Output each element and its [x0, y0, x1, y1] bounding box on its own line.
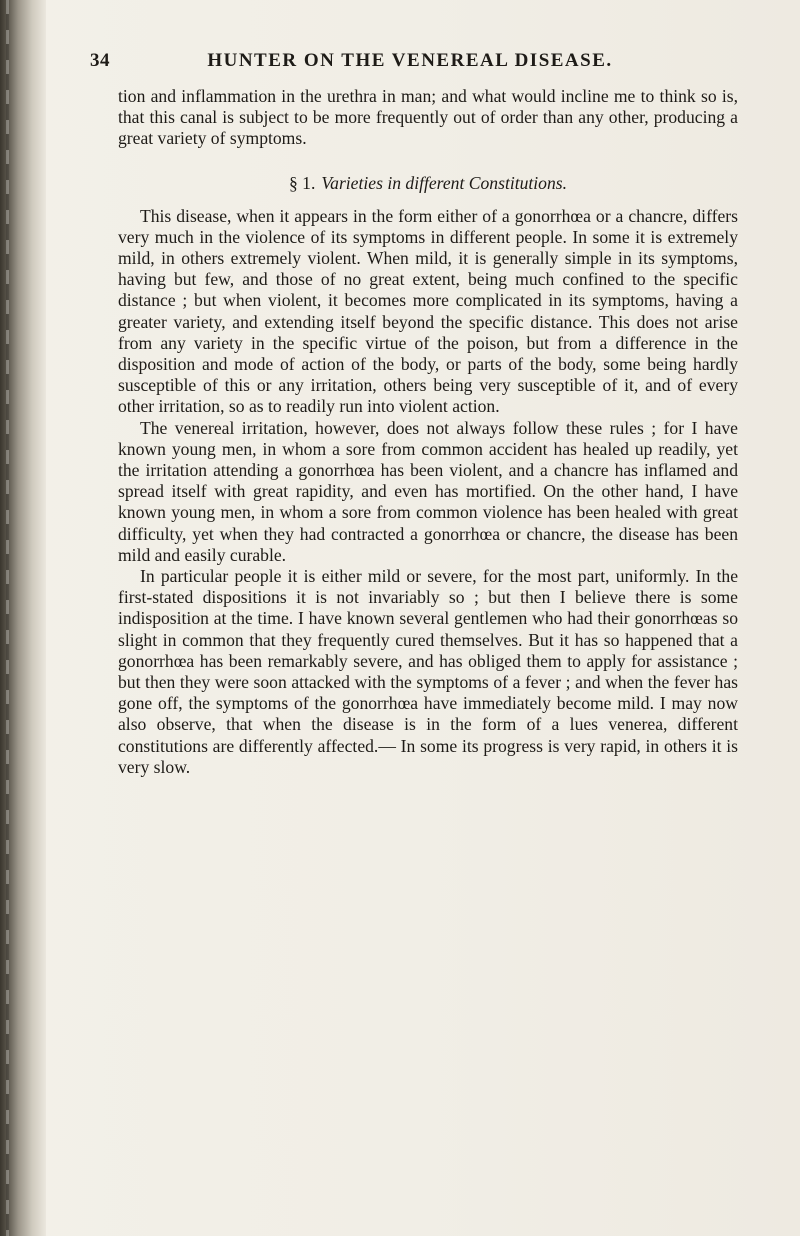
- section-heading: [118, 172, 738, 194]
- paragraph: In particular people it is either mild or severe, for the most part, uniformly. In the first-stated dispositions it is not invariably so ; but then I believe there is some indisposition at the time. I have known several gentlemen who had their gonorrhœas so slight in common that they frequently cured themselves. But it has so happened that a gonorrhœa has been remarkably severe, and has obliged them to apply for assistance ; but then they were soon attacked with the symptoms of a fever ; and when the fever has gone off, the symptoms of the gonorrhœa have immediately become mild. I may now also observe, that when the disease is in the form of a lues venerea, different constitutions are differently affected.— In some its progress is very rapid, in others it is very slow.: [118, 566, 738, 777]
- running-title: HUNTER ON THE VENEREAL DISEASE.: [207, 50, 613, 71]
- section-title: Varieties in different Constitutions.: [321, 172, 568, 193]
- section-number: § 1.: [288, 172, 316, 193]
- page-body: [118, 86, 738, 778]
- page-number: 34: [90, 50, 110, 71]
- page-binding-edge: [0, 0, 46, 1236]
- paragraph: The venereal irritation, however, does not always follow these rules ; for I have known young men, in whom a sore from common accident has healed up readily, yet the irritation attending a gonorrhœa has been violent, and a chancre has inflamed and spread itself with great rapidity, and even has mortified. On the other hand, I have known young men, in whom a sore from common violence has been healed with great difficulty, yet when they had contracted a gonorrhœa or chancre, the disease has been mild and easily curable.: [118, 417, 738, 565]
- page-header: [90, 50, 730, 76]
- paragraph-continuation: tion and inflammation in the urethra in man; and what would incline me to think so is, that this canal is subject to be more frequently out of order than any other, producing a great variety of symptoms.: [118, 86, 738, 149]
- paragraph: This disease, when it appears in the form either of a gonorrhœa or a chancre, differs very much in the violence of its symptoms in different people. In some it is extremely mild, in others extremely violent. When mild, it is generally simple in its symptoms, having but few, and those of no great extent, being much confined to the specific distance ; but when violent, it becomes more complicated in its symptoms, having a greater variety, and extending itself beyond the specific distance. This does not arise from any variety in the specific virtue of the poison, but from a difference in the disposition and mode of action of the body, or parts of the body, some being hardly susceptible of this or any irritation, others being very susceptible of it, and of every other irritation, so as to readily run into violent action.: [118, 205, 738, 417]
